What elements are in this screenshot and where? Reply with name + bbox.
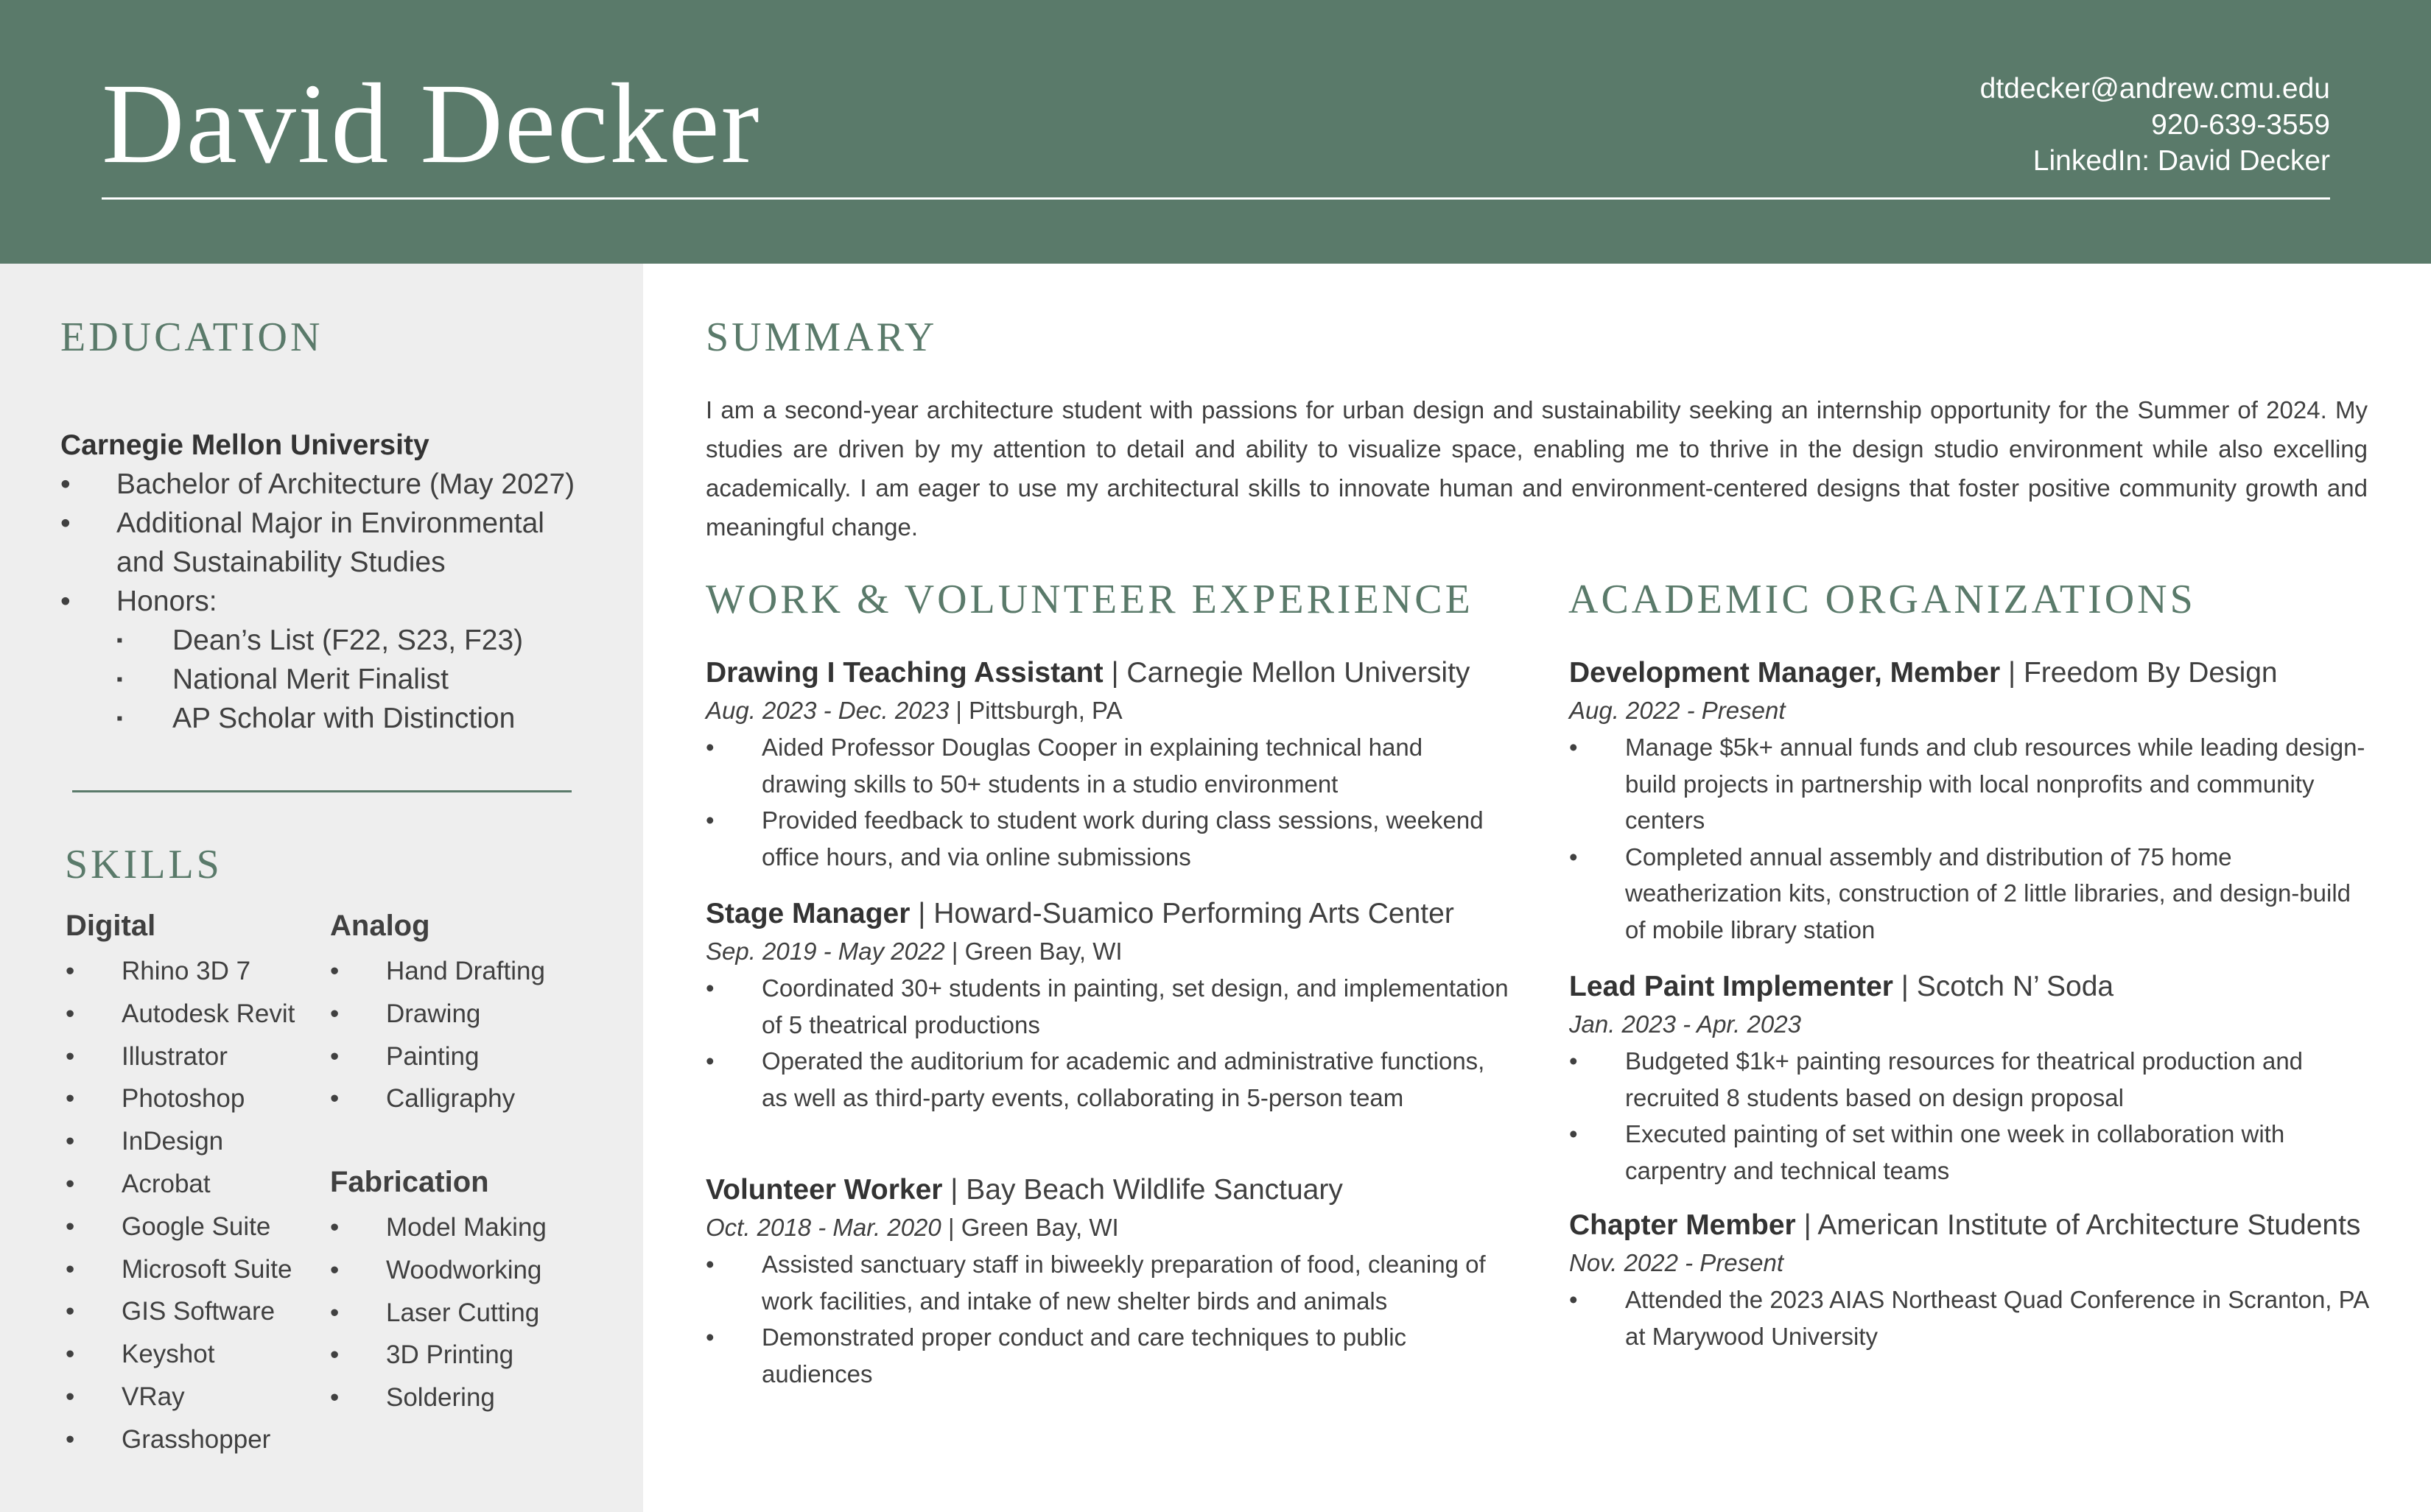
contact-info	[1980, 71, 2330, 179]
list-item: ▪ National Merit Finalist	[116, 660, 576, 699]
bullet-icon: •	[330, 1255, 340, 1284]
skills-fabrication-heading: Fabrication	[330, 1166, 489, 1198]
bullet-icon: •	[1569, 1047, 1578, 1075]
skills-digital-heading: Digital	[66, 910, 156, 942]
org-bullets	[1569, 1281, 2372, 1354]
list-item: • Keyshot	[66, 1333, 295, 1376]
org-dates: Nov. 2022 - Present	[1569, 1249, 1784, 1276]
list-item: • VRay	[66, 1376, 295, 1418]
list-item: • Acrobat	[66, 1163, 295, 1206]
list-item: • Coordinated 30+ students in painting, set design, and implementation of 5 theatrical productions	[706, 970, 1509, 1043]
job-location: | Pittsburgh, PA	[949, 697, 1123, 724]
list-item: • Hand Drafting	[330, 950, 545, 993]
list-item: ▪ AP Scholar with Distinction	[116, 699, 576, 738]
list-item: • Autodesk Revit	[66, 993, 295, 1035]
list-item: • Additional Major in Environmental and Sustainability Studies	[60, 504, 576, 582]
bullet-icon: •	[330, 1383, 340, 1413]
org-entry	[1569, 968, 2372, 1189]
education-items	[60, 465, 576, 738]
job-heading	[706, 895, 1509, 933]
bullet-icon: •	[706, 1047, 715, 1075]
bullet-icon: •	[1569, 1286, 1578, 1313]
list-item: • Operated the auditorium for academic and administrative functions, as well as third-party events, collaborating in 5-person team	[706, 1043, 1509, 1116]
job-role: Drawing I Teaching Assistant	[706, 657, 1104, 689]
list-item: • Laser Cutting	[330, 1292, 547, 1335]
candidate-name: David Decker	[102, 60, 761, 187]
bullet-icon: •	[66, 1212, 75, 1241]
phone-number: 920-639-3559	[2151, 109, 2330, 141]
square-bullet-icon: ▪	[116, 708, 123, 728]
org-role: Lead Paint Implementer	[1569, 971, 1893, 1002]
bullet-icon: •	[706, 734, 715, 761]
header-divider	[102, 197, 2330, 200]
org-name: | Scotch N’ Soda	[1892, 971, 2114, 1002]
job-heading	[706, 654, 1509, 692]
job-bullets	[706, 729, 1509, 875]
list-item: • Budgeted $1k+ painting resources for theatrical production and recruited 8 students based on design proposal	[1569, 1043, 2372, 1116]
list-item: • Honors: ▪ Dean’s List (F22, S23, F23) ▪ National Merit Finalist ▪ AP Scholar with Distinction	[60, 582, 576, 738]
academic-title: ACADEMIC ORGANIZATIONS	[1568, 577, 2196, 622]
list-item: • Completed annual assembly and distribution of 75 home weatherization kits, construction of 2 little libraries, and design-build of mobile library station	[1569, 839, 2372, 949]
bullet-icon: •	[706, 806, 715, 834]
bullet-icon: •	[66, 957, 75, 985]
job-role: Stage Manager	[706, 898, 911, 929]
list-item: • Aided Professor Douglas Cooper in explaining technical hand drawing skills to 50+ students in a studio environment	[706, 729, 1509, 802]
job-entry	[706, 895, 1509, 1116]
work-title: WORK & VOLUNTEER EXPERIENCE	[706, 577, 1473, 622]
list-item: • InDesign	[66, 1120, 295, 1163]
list-item: • Woodworking	[330, 1249, 547, 1292]
job-dates: Sep. 2019 - May 2022	[706, 938, 945, 965]
job-meta	[706, 1209, 1509, 1246]
skills-analog-list	[330, 950, 545, 1120]
bullet-icon: •	[66, 1424, 75, 1454]
list-item: • Model Making	[330, 1206, 547, 1249]
email-link[interactable]: dtdecker@andrew.cmu.edu	[1979, 73, 2330, 105]
bullet-icon: •	[330, 1041, 340, 1071]
job-bullets	[706, 970, 1509, 1116]
sidebar-divider	[72, 790, 572, 792]
org-dates: Aug. 2022 - Present	[1569, 697, 1786, 724]
summary-text: I am a second-year architecture student with passions for urban design and sustainability seeking an internship opportunity for the Summer of 2024. My studies are driven by my attention to detail and ability to visualize space, enabling me to thrive in the design studio environment while also excelling academically. I am eager to use my architectural skills to innovate human and environment-centered designs that foster positive community growth and meaningful change.	[706, 396, 2368, 541]
org-heading	[1569, 1206, 2372, 1245]
list-item: • Calligraphy	[330, 1077, 545, 1120]
list-item: • GIS Software	[66, 1290, 295, 1333]
skills-digital-list	[66, 950, 295, 1461]
list-item: • Google Suite	[66, 1206, 295, 1248]
skills-fabrication	[330, 1162, 547, 1419]
list-item: • Rhino 3D 7	[66, 950, 295, 993]
square-bullet-icon: ▪	[116, 669, 123, 689]
job-entry	[706, 1171, 1509, 1392]
bullet-icon: •	[330, 957, 340, 985]
skills-title: SKILLS	[65, 842, 222, 887]
job-role: Volunteer Worker	[706, 1174, 943, 1206]
list-item: • Assisted sanctuary staff in biweekly preparation of food, cleaning of work facilities, and intake of new shelter birds and animals	[706, 1246, 1509, 1319]
job-meta	[706, 933, 1509, 970]
job-dates: Aug. 2023 - Dec. 2023	[706, 697, 950, 724]
square-bullet-icon: ▪	[116, 630, 123, 650]
list-item: • Painting	[330, 1035, 545, 1078]
skills-fabrication-list	[330, 1206, 547, 1419]
skills-analog-heading: Analog	[330, 910, 430, 942]
org-entry	[1569, 654, 2372, 948]
honors-list	[116, 621, 576, 738]
job-location: | Green Bay, WI	[944, 938, 1123, 965]
education-title: EDUCATION	[60, 314, 323, 360]
education-section	[60, 426, 576, 738]
bullet-icon: •	[330, 1298, 340, 1327]
bullet-icon: •	[66, 1297, 75, 1326]
job-org: | Bay Beach Wildlife Sanctuary	[942, 1174, 1343, 1206]
org-name: | Freedom By Design	[2000, 657, 2278, 689]
list-item: • Provided feedback to student work during class sessions, weekend office hours, and via online submissions	[706, 802, 1509, 875]
bullet-icon: •	[66, 1254, 75, 1284]
bullet-icon: •	[330, 1084, 340, 1114]
bullet-icon: •	[330, 1213, 340, 1242]
list-item: • Attended the 2023 AIAS Northeast Quad Conference in Scranton, PA at Marywood University	[1569, 1281, 2372, 1354]
bullet-icon: •	[66, 1084, 75, 1114]
org-heading	[1569, 968, 2372, 1006]
bullet-icon: •	[66, 1127, 75, 1156]
job-location: | Green Bay, WI	[941, 1214, 1119, 1241]
bullet-icon: •	[66, 999, 75, 1028]
bullet-icon: •	[66, 1169, 75, 1198]
skills-digital	[66, 906, 295, 1461]
org-name: | American Institute of Architecture Students	[1795, 1209, 2361, 1241]
bullet-icon: •	[330, 999, 340, 1028]
bullet-icon: •	[706, 974, 715, 1002]
list-item: • Grasshopper	[66, 1418, 295, 1461]
list-item: • 3D Printing	[330, 1334, 547, 1376]
org-role: Development Manager, Member	[1569, 657, 2001, 689]
list-item: • Illustrator	[66, 1035, 295, 1078]
bullet-icon: •	[60, 468, 71, 500]
org-heading	[1569, 654, 2372, 692]
list-item: • Soldering	[330, 1376, 547, 1419]
school-name: Carnegie Mellon University	[60, 429, 429, 461]
org-bullets	[1569, 729, 2372, 948]
list-item: • Microsoft Suite	[66, 1248, 295, 1291]
list-item: • Demonstrated proper conduct and care techniques to public audiences	[706, 1319, 1509, 1392]
summary-title: SUMMARY	[706, 314, 938, 360]
job-heading	[706, 1171, 1509, 1209]
list-item: • Photoshop	[66, 1077, 295, 1120]
bullet-icon: •	[1569, 734, 1578, 761]
org-bullets	[1569, 1043, 2372, 1189]
job-meta	[706, 692, 1509, 729]
bullet-icon: •	[330, 1340, 340, 1370]
org-dates: Jan. 2023 - Apr. 2023	[1569, 1010, 1801, 1038]
skills-analog	[330, 906, 545, 1120]
list-item: • Bachelor of Architecture (May 2027)	[60, 465, 576, 504]
bullet-icon: •	[66, 1041, 75, 1071]
bullet-icon: •	[1569, 843, 1578, 871]
bullet-icon: •	[66, 1340, 75, 1369]
list-item: • Drawing	[330, 993, 545, 1035]
bullet-icon: •	[66, 1382, 75, 1411]
org-role: Chapter Member	[1569, 1209, 1796, 1241]
bullet-icon: •	[706, 1323, 715, 1351]
job-org: | Howard-Suamico Performing Arts Center	[910, 898, 1454, 929]
org-entry	[1569, 1206, 2372, 1354]
job-dates: Oct. 2018 - Mar. 2020	[706, 1214, 941, 1241]
list-item: • Manage $5k+ annual funds and club resources while leading design-build projects in partnership with local nonprofits and community centers	[1569, 729, 2372, 839]
job-org: | Carnegie Mellon University	[1103, 657, 1470, 689]
bullet-icon: •	[60, 507, 71, 539]
linkedin-link[interactable]: LinkedIn: David Decker	[2032, 145, 2330, 177]
bullet-icon: •	[706, 1251, 715, 1278]
bullet-icon: •	[60, 586, 71, 617]
list-item: ▪ Dean’s List (F22, S23, F23)	[116, 621, 576, 660]
bullet-icon: •	[1569, 1120, 1578, 1147]
job-bullets	[706, 1246, 1509, 1392]
job-entry	[706, 654, 1509, 875]
header-banner	[0, 0, 2431, 264]
list-item: • Executed painting of set within one week in collaboration with carpentry and technical teams	[1569, 1116, 2372, 1189]
